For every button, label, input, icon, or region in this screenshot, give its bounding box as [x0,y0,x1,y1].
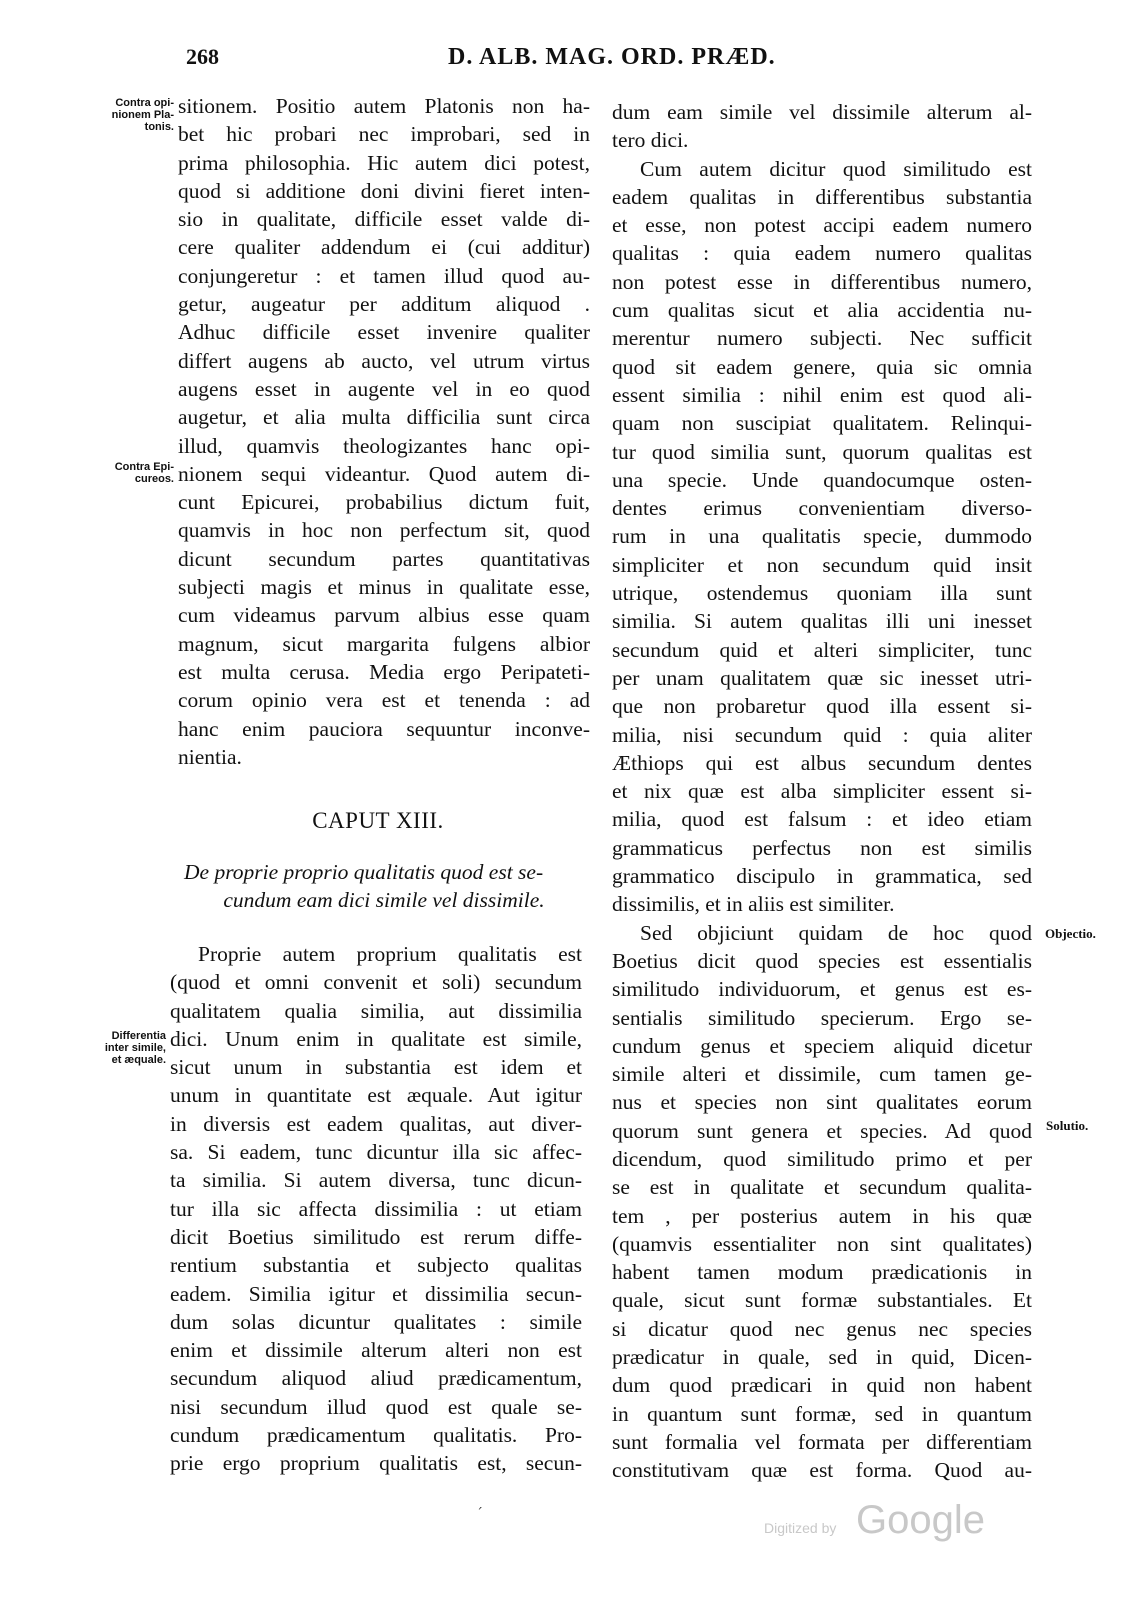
margin-note-objectio: Objectio. [1045,926,1096,941]
stray-ink-mark: ˊ [476,1506,483,1522]
chapter-title: CAPUT XIII. [312,808,444,833]
left-column-top-text: sitionem. Positio autem Platonis non ha- bet hic probari nec improbari, sed in prima philosophia. Hic autem dici potest, quod si additione doni divini fieret inten- sio in qualitate, difficile esset valde di- cere qualiter addendum ei (cui additur) conjungeretur : et tamen illud quod au- getur, augeatur per additum aliquod . Adhuc difficile esset invenire qualiter differt augens ab aucto, vel utrum virtus augens esset in augente vel in eo quod augetur, et alia multa difficilia sunt circa illud, quamvis theologizantes hanc opi- nionem sequi videantur. Quod autem di- cunt Epicurei, probabilius dictum fuit, quamvis in hoc non perfectum sit, quod dicunt secundum partes quantitativas subjecti magis et minus in qualitate esse, cum videamus parvum albius esse quam magnum, sicut margarita fulgens albior est multa cerusa. Media ergo Peripateti- corum opinio vera est et tenenda : ad hanc enim pauciora sequuntur inconve- nientia. [178,94,590,769]
left-column-bottom-text: Proprie autem proprium qualitatis est (quod et omni convenit et soli) secundum qualitatem qualia similia, aut dissimilia dici. Unum enim in qualitate est simile, sicut unum in substantia est idem et unum in quantitate est æquale. Aut igitur in diversis est eadem qualitas, aut diver- sa. Si eadem, tunc dicuntur illa sic affec- ta similia. Si autem diversa, tunc dicun- tur illa sic affecta dissimilia : ut etiam dicit Boetius similitudo est rerum diffe- rentium substantia et subjecto qualitas eadem. Similia igitur et dissimilia secun- dum solas dicuntur qualitates : simile enim et dissimile alterum alteri non est secundum aliquod aliud prædicamentum, nisi secundum illud quod est quale se- cundum prædicamentum qualitatis. Pro- prie ergo proprium qualitatis est, secun- [170,942,582,1476]
digitized-by-google-watermark [764,1498,1024,1548]
google-logo-text: Google [856,1498,985,1542]
margin-note-contra-epicureos: Contra Epi- cureos. [114,461,174,485]
right-column-text: dum eam simile vel dissimile alterum al- tero dici. Cum autem dicitur quod similitudo est eadem qualitas in differentibus substantia et esse, non potest accipi eadem numero qualitas : quia eadem numero qualitas non potest esse in differentibus numero, cum qualitas sicut et alia accidentia nu- merentur numero subjecti. Nec sufficit quod sit eadem genere, quia sic omnia essent similia : nihil enim est quod ali- quam non suscipiat qualitatem. Relinqui- tur quod similia sunt, quorum qualitas est una specie. Unde quandocumque osten- dentes erimus convenientiam diverso- rum in una qualitatis specie, dummodo simpliciter et non secundum quid insit utrique, ostendemus quoniam illa sunt similia. Si autem qualitas illi uni inesset secundum quid et alteri simpliciter, tunc per unam qualitatem quæ sic inesset utri- que non probaretur quod illa essent si- milia, nisi secundum quid : quia aliter Æthiops qui est albus secundum dentes et nix quæ est alba simpliciter essent si- milia, quod est falsum : et ideo etiam grammaticus perfectus non est similis grammatico discipulo in grammatica, sed dissimilis, et in aliis est similiter. Sed objiciunt quidam de hoc quod Boetius dicit quod species est essentialis similitudo individuorum, et genus est es- sentialis similitudo specierum. Ergo se- cundum genus et speciem aliquid dicetur simile alteri et dissimile, cum tamen ge- nus et species non sint qualitates eorum quorum sunt genera et species. Ad quod dicendum, quod similitudo primo et per se est in qualitate et secundum qualita- tem , per posterius autem in his quæ (quamvis essentialiter non sint qualitates) habent tamen modum prædicationis in quale, sicut sunt formæ substantiales. Et si dicatur quod nec genus nec species prædicatur in quale, sed in quid, Dicen- dum quod prædicari in quid non habent in quantum sunt formæ, sed in quantum sunt formalia vel formata per differentiam constitutivam quæ est forma. Quod au- [612,100,1032,1483]
margin-note-differentia: Differentia inter simile, et æquale. [104,1030,166,1066]
chapter-subtitle: De proprie proprio qualitatis quod est se- cundum eam dici simile vel dissimile. [184,860,545,912]
running-title: D. ALB. MAG. ORD. PRÆD. [448,44,776,70]
page-number: 268 [186,44,219,69]
page-header [180,44,1040,80]
margin-note-contra-platonis: Contra opi- nionem Pla- tonis. [111,97,174,133]
watermark-small-text: Digitized by [764,1520,837,1536]
margin-note-solutio: Solutio. [1046,1118,1089,1133]
